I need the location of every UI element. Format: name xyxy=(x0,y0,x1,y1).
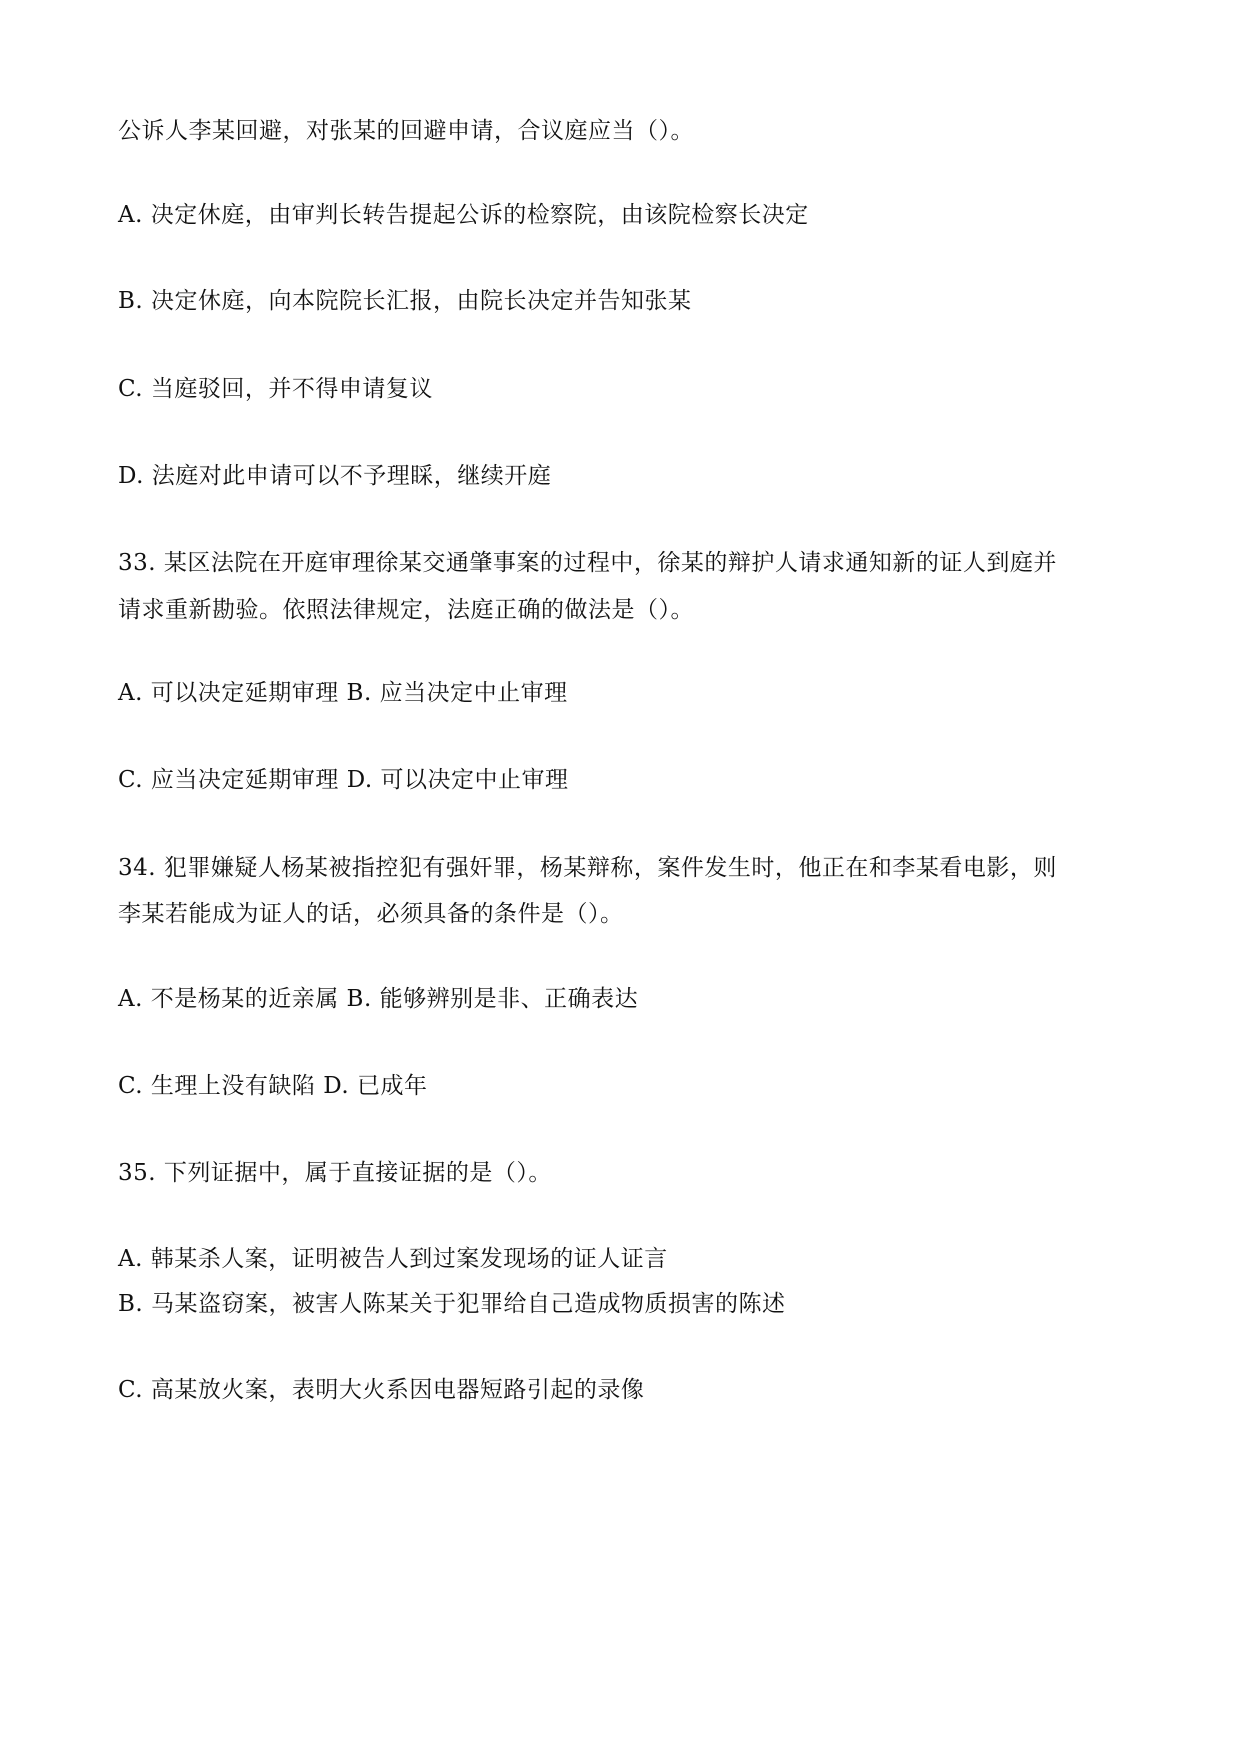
question-35-stem: 35. 下列证据中，属于直接证据的是（）。 xyxy=(118,1160,552,1186)
question-33-options-cd: C. 应当决定延期审理 D. 可以决定中止审理 xyxy=(118,767,569,793)
question-33-stem-line-2: 请求重新勘验。依照法律规定，法庭正确的做法是（）。 xyxy=(118,597,694,623)
question-34-stem-line-2: 李某若能成为证人的话，必须具备的条件是（）。 xyxy=(118,901,624,927)
question-35-option-c: C. 高某放火案，表明大火系因电器短路引起的录像 xyxy=(118,1377,645,1403)
question-35-option-b: B. 马某盗窃案，被害人陈某关于犯罪给自己造成物质损害的陈述 xyxy=(118,1291,786,1317)
question-32-option-a: A. 决定休庭，由审判长转告提起公诉的检察院，由该院检察长决定 xyxy=(118,202,809,228)
question-34-options-ab: A. 不是杨某的近亲属 B. 能够辨别是非、正确表达 xyxy=(118,986,639,1012)
question-32-option-c: C. 当庭驳回，并不得申请复议 xyxy=(118,376,433,402)
question-34-options-cd: C. 生理上没有缺陷 D. 已成年 xyxy=(118,1073,428,1099)
question-35-option-a: A. 韩某杀人案，证明被告人到过案发现场的证人证言 xyxy=(118,1246,668,1272)
question-32-option-d: D. 法庭对此申请可以不予理睬，继续开庭 xyxy=(118,463,552,489)
question-32-stem-end: 公诉人李某回避，对张某的回避申请，合议庭应当（）。 xyxy=(118,118,694,144)
question-32-option-b: B. 决定休庭，向本院院长汇报，由院长决定并告知张某 xyxy=(118,288,692,314)
question-33-stem-line-1: 33. 某区法院在开庭审理徐某交通肇事案的过程中，徐某的辩护人请求通知新的证人到庭并 xyxy=(118,550,1057,576)
question-34-stem-line-1: 34. 犯罪嫌疑人杨某被指控犯有强奸罪，杨某辩称，案件发生时，他正在和李某看电影，则 xyxy=(118,855,1057,881)
question-33-options-ab: A. 可以决定延期审理 B. 应当决定中止审理 xyxy=(118,680,568,706)
